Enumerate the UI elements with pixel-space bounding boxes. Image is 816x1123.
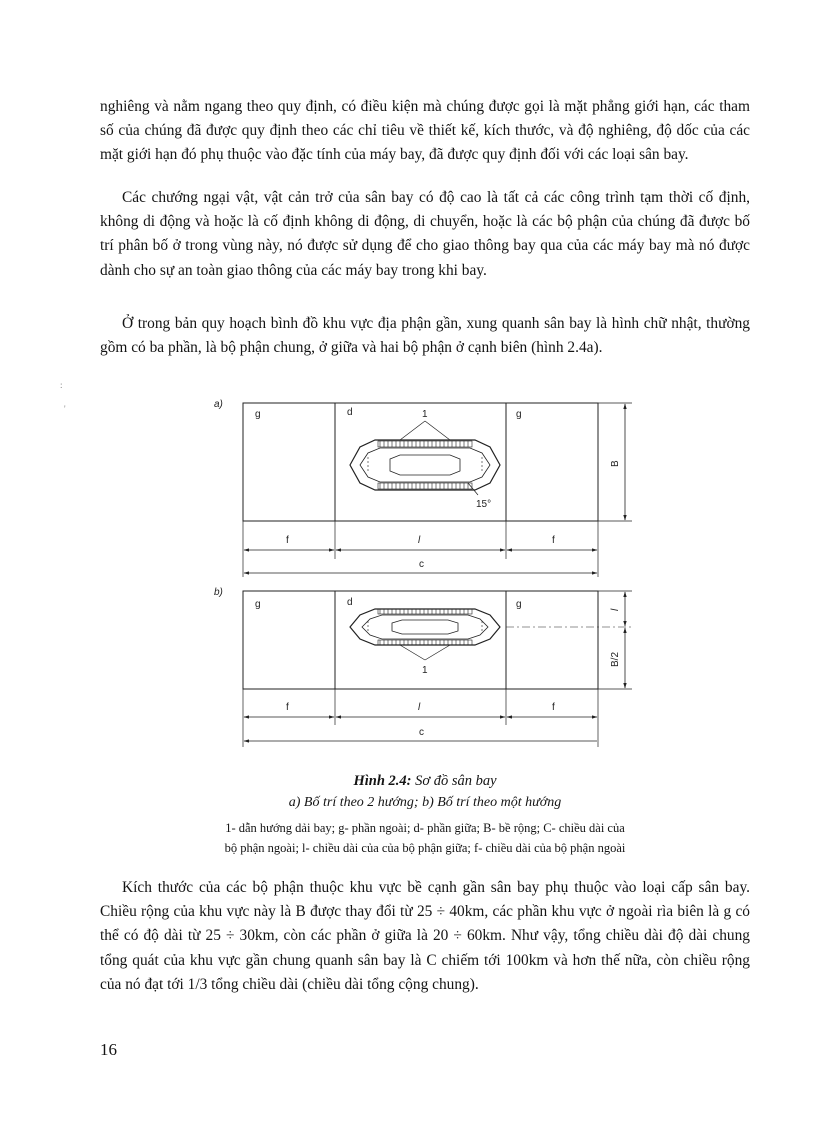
diagram-a-tag: a) [214, 399, 223, 410]
diagram-b-outer-right-label: g [516, 599, 522, 610]
figure-caption-title [100, 771, 750, 791]
diagram-b [214, 587, 632, 747]
figure-number: Hình 2.4: [353, 773, 412, 789]
diagram-b-dim-f-right-label: f [552, 702, 555, 713]
scan-artifact: : [60, 380, 63, 390]
diagram-a-dim-f-right-label: f [552, 535, 555, 546]
diagram-a-outer-left-label: g [255, 409, 261, 420]
diagram-b-leader-line [400, 645, 425, 660]
diagram-a-dim-f-left-label: f [286, 535, 289, 546]
figure-legend-line-1: 1- dẫn hướng dải bay; g- phần ngoài; d- phần giữa; B- bề rộng; C- chiều dài của [225, 821, 625, 835]
paragraph-4: Kích thước của các bộ phận thuộc khu vực bề cạnh gần sân bay phụ thuộc vào loại cấp sân bay. Chiều rộng của khu vực này là B được thay đổi từ 25 ÷ 40km, các phần khu vực ở ngoài rìa biên là g có thể có độ dài từ 25 ÷ 30km, còn các phần ở giữa là 20 ÷ 60km. Như vậy, tổng chiều dài độ dài chung tổng quát của khu vực gần chung quanh sân bay là C chiếm tới 100km và hơn thế nữa, còn chiều rộng của nó đạt tới 1/3 tổng chiều dài (chiều dài tổng cộng chung). [100, 879, 750, 993]
diagram-b-dim-l-label: l [418, 702, 421, 713]
figure-legend [100, 818, 750, 858]
diagram-a-dim-l-label: l [418, 535, 421, 546]
diagram-b-dim-f-left-label: f [286, 702, 289, 713]
airport-diagram-figure [200, 395, 640, 755]
diagram-a-leader-line [400, 421, 425, 440]
diagram-a-outline [243, 403, 598, 521]
figure-legend-line-2: bộ phận ngoài; l- chiều dài của của bộ phận giữa; f- chiều dài của bộ phận ngoài [224, 841, 626, 855]
diagram-b-tag: b) [214, 587, 223, 598]
paragraph-2: Các chướng ngại vật, vật cản trở của sân bay có độ cao là tất cả các công trình tạm thời cố định, không di động và hoặc là cố định không di động, di chuyển, hoặc là các bộ phận của chúng đã được bố trí phân bố ở trong vùng này, nó được sử dụng để cho giao thông bay qua của các máy bay mà nó được dành cho sự an toàn giao thông của các máy bay trong khi bay. [100, 189, 750, 279]
diagram-a-leader-line [425, 421, 450, 440]
figure-title: Sơ đồ sân bay [411, 773, 497, 789]
paragraph-3: Ở trong bản quy hoạch bình đồ khu vực địa phận gần, xung quanh sân bay là hình chữ nhật, thường gồm có ba phần, là bộ phận chung, ở giữa và hai bộ phận ở cạnh biên (hình 2.4a). [100, 315, 750, 357]
airport-diagram [200, 395, 640, 755]
diagram-a-angle-label: 15° [476, 499, 492, 510]
diagram-a-middle-label: d [347, 407, 353, 418]
diagram-b-middle-label: d [347, 597, 353, 608]
diagram-a [214, 399, 632, 577]
paragraph-1: nghiêng và nằm ngang theo quy định, có điều kiện mà chúng được gọi là mặt phẳng giới hạn, các tham số của chúng đã được quy định theo các chỉ tiêu về thiết kế, kích thước, và độ nghiêng, độ dốc của các mặt giới hạn đó phụ thuộc vào đặc tính của máy bay, đã được quy định đối với các loại sân bay. [100, 98, 750, 164]
diagram-a-outer-right-label: g [516, 409, 522, 420]
diagram-a-dim-c-label: c [419, 559, 424, 570]
diagram-b-upper-dim-label: l [610, 608, 621, 611]
diagram-a-runway-label: 1 [422, 409, 428, 420]
diagram-b-dim-c-label: c [419, 727, 424, 738]
scan-artifact: ' [64, 404, 66, 414]
page-number: 16 [100, 1040, 117, 1059]
diagram-a-runway [350, 440, 500, 490]
figure-caption-subtitle: a) Bố trí theo 2 hướng; b) Bố trí theo một hướng [288, 795, 562, 810]
diagram-b-runway [350, 609, 500, 645]
diagram-b-outer-left-label: g [255, 599, 261, 610]
diagram-a-width-label: B [610, 460, 621, 467]
diagram-b-runway-label: 1 [422, 665, 428, 676]
diagram-b-half-width-label: B/2 [610, 651, 621, 667]
diagram-b-leader-line [425, 645, 450, 660]
